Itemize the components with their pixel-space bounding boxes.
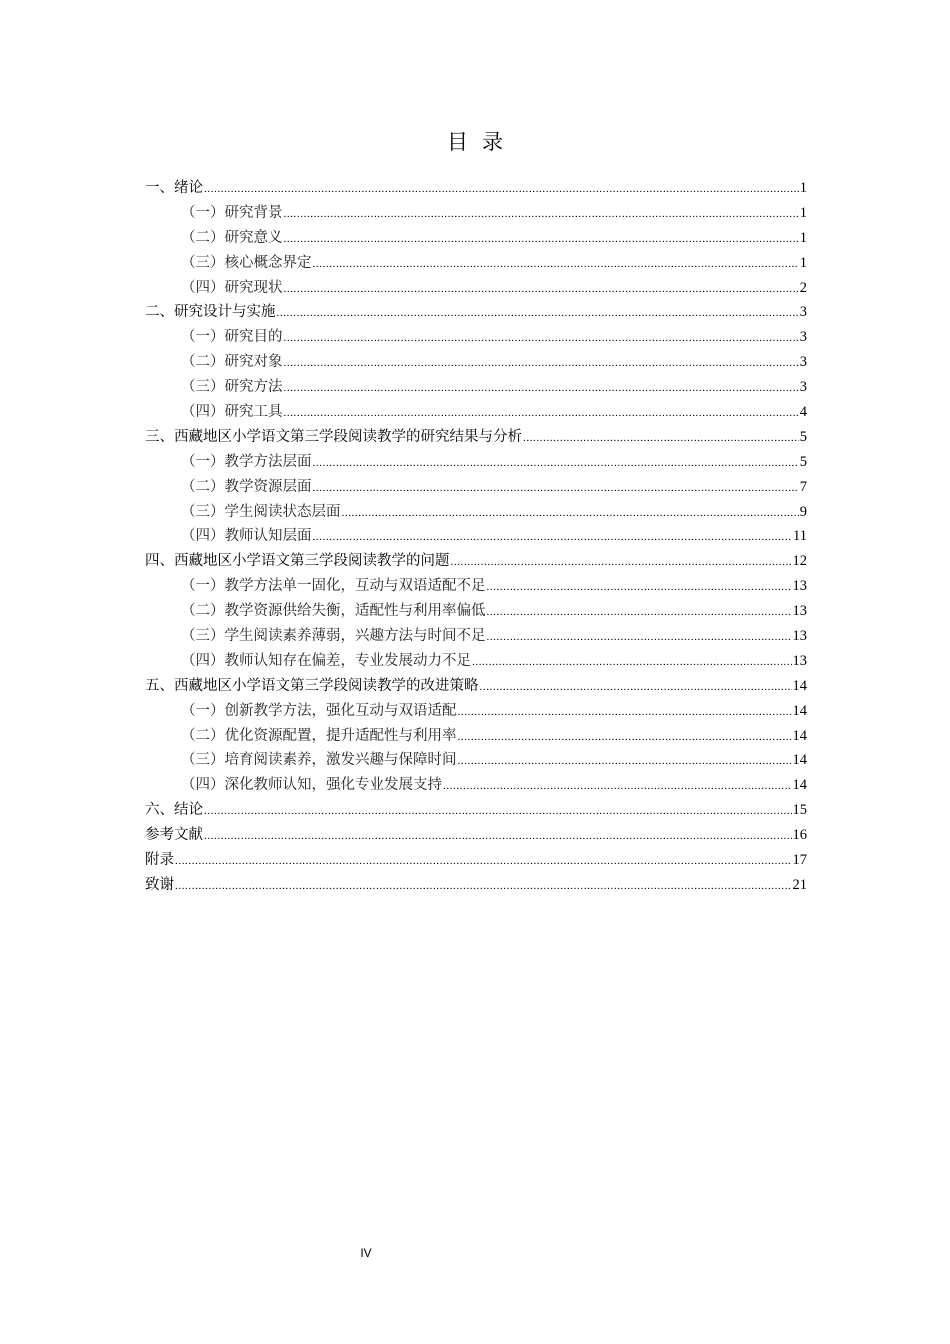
toc-entry-title: 一、绪论	[145, 180, 203, 196]
toc-chapter-entry[interactable]	[145, 176, 807, 201]
toc-entry-title: （一）创新教学方法，强化互动与双语适配	[181, 702, 457, 719]
toc-entry-title: （二）优化资源配置，提升适配性与利用率	[181, 727, 457, 744]
toc-section-entry[interactable]	[145, 400, 807, 425]
toc-entry-page-number: 17	[792, 852, 807, 869]
toc-section-entry[interactable]	[145, 276, 807, 301]
toc-dot-leader	[204, 177, 799, 202]
toc-dot-leader	[451, 550, 792, 575]
toc-dot-leader	[313, 476, 799, 501]
toc-entry-page-number: 13	[792, 578, 807, 595]
toc-entry-page-number: 15	[792, 802, 807, 819]
toc-dot-leader	[458, 725, 792, 750]
toc-entry-page-number: 3	[799, 329, 807, 346]
toc-dot-leader	[472, 650, 792, 675]
toc-section-entry[interactable]	[145, 724, 807, 749]
toc-dot-leader	[313, 525, 793, 550]
toc-dot-leader	[284, 326, 799, 351]
toc-dot-leader	[175, 849, 792, 874]
toc-dot-leader	[284, 401, 799, 426]
toc-entry-title: （四）深化教师认知，强化专业发展支持	[181, 777, 442, 794]
toc-entry-title: （一）教学方法单一固化，互动与双语适配不足	[181, 578, 486, 595]
toc-chapter-entry[interactable]	[145, 425, 807, 450]
toc-section-entry[interactable]	[145, 773, 807, 798]
toc-dot-leader	[284, 202, 799, 227]
toc-chapter-entry[interactable]	[145, 300, 807, 325]
toc-dot-leader	[284, 227, 799, 252]
toc-entry-page-number: 13	[792, 628, 807, 645]
toc-entry-title: 致谢	[145, 876, 174, 893]
toc-dot-leader	[487, 575, 792, 600]
toc-section-entry[interactable]	[145, 251, 807, 276]
toc-entry-title: 参考文献	[145, 827, 203, 844]
table-of-contents	[145, 176, 807, 898]
toc-chapter-entry[interactable]	[145, 798, 807, 823]
toc-dot-leader	[313, 252, 799, 277]
toc-entry-title: 三、西藏地区小学语文第三学段阅读教学的研究结果与分析	[145, 428, 522, 445]
toc-section-entry[interactable]	[145, 226, 807, 251]
toc-entry-page-number: 14	[792, 702, 807, 719]
toc-entry-page-number: 11	[793, 528, 807, 545]
toc-entry-page-number: 14	[792, 752, 807, 769]
toc-entry-title: （三）研究方法	[181, 379, 283, 396]
toc-section-entry[interactable]	[145, 375, 807, 400]
toc-entry-page-number: 3	[799, 379, 807, 396]
toc-entry-page-number: 1	[799, 180, 807, 196]
toc-entry-title: （一）研究背景	[181, 204, 283, 221]
toc-section-entry[interactable]	[145, 475, 807, 500]
toc-section-entry[interactable]	[145, 748, 807, 773]
toc-entry-page-number: 3	[799, 304, 807, 321]
toc-entry-title: （四）教师认知存在偏差，专业发展动力不足	[181, 652, 471, 669]
toc-dot-leader	[284, 351, 799, 376]
toc-entry-title: （一）研究目的	[181, 329, 283, 346]
toc-dot-leader	[480, 675, 792, 700]
toc-dot-leader	[204, 824, 792, 849]
toc-section-entry[interactable]	[145, 574, 807, 599]
toc-entry-page-number: 4	[799, 404, 807, 421]
toc-section-entry[interactable]	[145, 524, 807, 549]
toc-entry-title: （三）核心概念界定	[181, 254, 312, 271]
toc-entry-page-number: 14	[792, 777, 807, 794]
toc-section-entry[interactable]	[145, 201, 807, 226]
toc-entry-title: （三）学生阅读素养薄弱，兴趣方法与时间不足	[181, 628, 486, 645]
toc-entry-title: （二）研究意义	[181, 229, 283, 246]
toc-dot-leader	[313, 451, 799, 476]
toc-entry-page-number: 13	[792, 652, 807, 669]
toc-entry-title: （二）教学资源供给失衡，适配性与利用率偏低	[181, 603, 486, 620]
toc-entry-page-number: 9	[799, 503, 807, 520]
toc-entry-title: （三）学生阅读状态层面	[181, 503, 341, 520]
toc-entry-title: 五、西藏地区小学语文第三学段阅读教学的改进策略	[145, 677, 479, 694]
toc-entry-page-number: 13	[792, 603, 807, 620]
toc-entry-page-number: 12	[792, 553, 807, 570]
toc-entry-page-number: 21	[792, 876, 807, 893]
toc-entry-title: 六、结论	[145, 802, 203, 819]
toc-section-entry[interactable]	[145, 325, 807, 350]
toc-entry-page-number: 16	[792, 827, 807, 844]
toc-entry-page-number: 3	[799, 354, 807, 371]
toc-entry-title: 附录	[145, 852, 174, 869]
toc-section-entry[interactable]	[145, 649, 807, 674]
toc-entry-title: （四）研究现状	[181, 279, 283, 296]
toc-chapter-entry[interactable]	[145, 873, 807, 898]
toc-entry-title: 四、西藏地区小学语文第三学段阅读教学的问题	[145, 553, 450, 570]
toc-entry-title: 二、研究设计与实施	[145, 304, 276, 321]
toc-dot-leader	[284, 376, 799, 401]
toc-dot-leader	[487, 625, 792, 650]
toc-entry-page-number: 1	[799, 204, 807, 221]
toc-entry-title: （二）教学资源层面	[181, 478, 312, 495]
toc-dot-leader	[284, 277, 799, 302]
toc-dot-leader	[342, 501, 799, 526]
toc-entry-page-number: 14	[792, 677, 807, 694]
toc-dot-leader	[458, 749, 792, 774]
toc-entry-title: （二）研究对象	[181, 354, 283, 371]
toc-chapter-entry[interactable]	[145, 823, 807, 848]
toc-section-entry[interactable]	[145, 624, 807, 649]
toc-dot-leader	[458, 700, 792, 725]
toc-entry-page-number: 1	[799, 254, 807, 271]
toc-dot-leader	[487, 600, 792, 625]
page-title: 目录	[447, 130, 517, 154]
toc-entry-title: （四）研究工具	[181, 404, 283, 421]
toc-entry-page-number: 14	[792, 727, 807, 744]
toc-entry-page-number: 2	[799, 279, 807, 296]
toc-dot-leader	[277, 301, 799, 326]
toc-section-entry[interactable]	[145, 450, 807, 475]
toc-dot-leader	[443, 774, 792, 799]
toc-chapter-entry[interactable]	[145, 848, 807, 873]
toc-section-entry[interactable]	[145, 500, 807, 525]
toc-entry-page-number: 5	[799, 428, 807, 445]
toc-entry-title: （一）教学方法层面	[181, 453, 312, 470]
toc-entry-title: （三）培育阅读素养，激发兴趣与保障时间	[181, 752, 457, 769]
toc-entry-page-number: 7	[799, 478, 807, 495]
toc-dot-leader	[204, 799, 792, 824]
toc-section-entry[interactable]	[145, 699, 807, 724]
toc-entry-page-number: 1	[799, 229, 807, 246]
toc-entry-title: （四）教师认知层面	[181, 528, 312, 545]
toc-entry-page-number: 5	[799, 453, 807, 470]
toc-dot-leader	[523, 426, 799, 451]
toc-chapter-entry[interactable]	[145, 674, 807, 699]
page-number-footer: IV	[360, 1246, 372, 1260]
toc-dot-leader	[175, 874, 792, 899]
toc-section-entry[interactable]	[145, 599, 807, 624]
toc-chapter-entry[interactable]	[145, 549, 807, 574]
toc-section-entry[interactable]	[145, 350, 807, 375]
